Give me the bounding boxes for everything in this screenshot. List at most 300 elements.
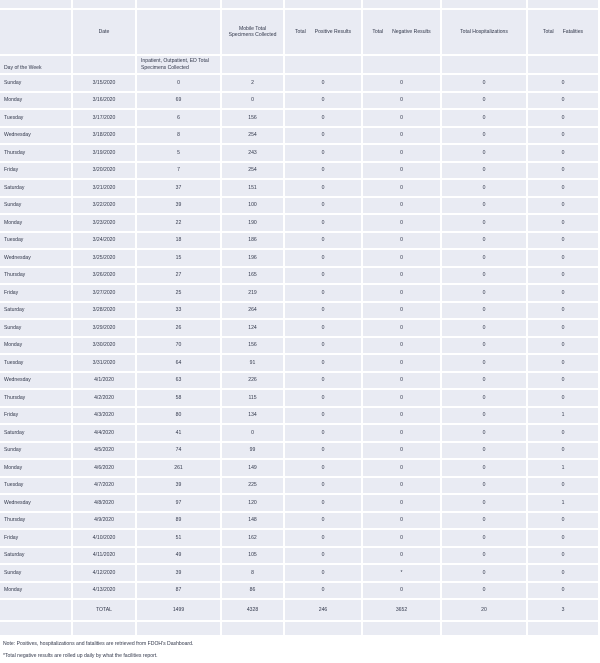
- cell-date: 4/1/2020: [73, 373, 137, 391]
- cell-day-of-week: Tuesday: [0, 478, 73, 496]
- table-row: [0, 565, 600, 583]
- cell-day-of-week: Tuesday: [0, 233, 73, 251]
- cell-positive-results: 0: [285, 443, 363, 461]
- cell-positive-results: 0: [285, 548, 363, 566]
- cell-negative-results: 0: [363, 303, 442, 321]
- table-row: [0, 495, 600, 513]
- cell-inpatient-total: 69: [137, 93, 222, 111]
- table-row: [0, 443, 600, 461]
- cell-date: 3/15/2020: [73, 75, 137, 93]
- header-negative-results: Negative Results: [392, 28, 431, 35]
- table-row: [0, 338, 600, 356]
- total-fatalities: 3: [528, 600, 600, 622]
- cell-hospitalizations: 0: [442, 548, 528, 566]
- cell-date: 3/28/2020: [73, 303, 137, 321]
- cell-positive-results: 0: [285, 163, 363, 181]
- cell-mobile-total: 86: [222, 583, 285, 601]
- cell-positive-results: 0: [285, 565, 363, 583]
- cell-hospitalizations: 0: [442, 513, 528, 531]
- cell-positive-results: 0: [285, 373, 363, 391]
- cell-negative-results: 0: [363, 408, 442, 426]
- cell-negative-results: 0: [363, 548, 442, 566]
- cell-day-of-week: Saturday: [0, 303, 73, 321]
- cell-day-of-week: Thursday: [0, 268, 73, 286]
- cell-date: 4/4/2020: [73, 425, 137, 443]
- cell-negative-results: 0: [363, 530, 442, 548]
- cell-positive-results: 0: [285, 338, 363, 356]
- cell-mobile-total: 91: [222, 355, 285, 373]
- cell-hospitalizations: 0: [442, 198, 528, 216]
- total-mobile: 4328: [222, 600, 285, 622]
- cell-day-of-week: Sunday: [0, 75, 73, 93]
- cell-negative-results: 0: [363, 513, 442, 531]
- cell-inpatient-total: 25: [137, 285, 222, 303]
- cell-day-of-week: Wednesday: [0, 495, 73, 513]
- cell-day-of-week: Tuesday: [0, 355, 73, 373]
- cell-mobile-total: 149: [222, 460, 285, 478]
- table-row: [0, 198, 600, 216]
- cell-day-of-week: Wednesday: [0, 128, 73, 146]
- cell-fatalities: 0: [528, 425, 600, 443]
- cell-hospitalizations: 0: [442, 320, 528, 338]
- cell-date: 4/8/2020: [73, 495, 137, 513]
- cell-mobile-total: 162: [222, 530, 285, 548]
- cell-mobile-total: 99: [222, 443, 285, 461]
- cell-negative-results: 0: [363, 145, 442, 163]
- cell-positive-results: 0: [285, 215, 363, 233]
- header-lower-blank-date: [73, 56, 137, 75]
- header-total-hospitalizations: Total Hospitalizations: [442, 10, 528, 56]
- table-row: [0, 460, 600, 478]
- cell-fatalities: 0: [528, 548, 600, 566]
- cell-positive-results: 0: [285, 75, 363, 93]
- cell-mobile-total: 134: [222, 408, 285, 426]
- header-date: Date: [73, 10, 137, 56]
- cell-mobile-total: 186: [222, 233, 285, 251]
- cell-mobile-total: 190: [222, 215, 285, 233]
- cell-mobile-total: 254: [222, 128, 285, 146]
- cell-fatalities: 0: [528, 268, 600, 286]
- cell-mobile-total: 124: [222, 320, 285, 338]
- cell-mobile-total: 219: [222, 285, 285, 303]
- cell-mobile-total: 100: [222, 198, 285, 216]
- header-lower-blank-hosp: [442, 56, 528, 75]
- cell-date: 3/16/2020: [73, 93, 137, 111]
- blank-cell: [363, 622, 442, 637]
- cell-inpatient-total: 5: [137, 145, 222, 163]
- cell-day-of-week: Sunday: [0, 198, 73, 216]
- cell-positive-results: 0: [285, 583, 363, 601]
- cell-positive-results: 0: [285, 355, 363, 373]
- cell-fatalities: 0: [528, 583, 600, 601]
- cell-positive-results: 0: [285, 320, 363, 338]
- cell-day-of-week: Friday: [0, 163, 73, 181]
- cell-date: 3/30/2020: [73, 338, 137, 356]
- cell-negative-results: 0: [363, 495, 442, 513]
- cell-date: 3/18/2020: [73, 128, 137, 146]
- table-row: [0, 145, 600, 163]
- total-hospitalizations: 20: [442, 600, 528, 622]
- header-lower-blank-mobile: [222, 56, 285, 75]
- cell-day-of-week: Friday: [0, 408, 73, 426]
- cell-inpatient-total: 70: [137, 338, 222, 356]
- cell-hospitalizations: 0: [442, 250, 528, 268]
- footnote-negative-results: *Total negative results are rolled up daily by what the facilities report.: [3, 653, 158, 660]
- cell-date: 4/12/2020: [73, 565, 137, 583]
- cell-fatalities: 1: [528, 460, 600, 478]
- blank-cell: [442, 622, 528, 637]
- cell-day-of-week: Sunday: [0, 565, 73, 583]
- cell-negative-results: 0: [363, 390, 442, 408]
- cell-hospitalizations: 0: [442, 390, 528, 408]
- cell-inpatient-total: 49: [137, 548, 222, 566]
- header-lower-blank-positive: [285, 56, 363, 75]
- cell-positive-results: 0: [285, 180, 363, 198]
- table-header-upper: [0, 10, 600, 56]
- cell-hospitalizations: 0: [442, 268, 528, 286]
- cell-inpatient-total: 64: [137, 355, 222, 373]
- band-cell: [0, 0, 73, 10]
- cell-inpatient-total: 63: [137, 373, 222, 391]
- cell-hospitalizations: 0: [442, 338, 528, 356]
- cell-positive-results: 0: [285, 425, 363, 443]
- cell-inpatient-total: 87: [137, 583, 222, 601]
- table-row: [0, 233, 600, 251]
- cell-inpatient-total: 51: [137, 530, 222, 548]
- cell-hospitalizations: 0: [442, 443, 528, 461]
- cell-hospitalizations: 0: [442, 425, 528, 443]
- cell-positive-results: 0: [285, 233, 363, 251]
- table-row: [0, 285, 600, 303]
- table-blank-row: [0, 622, 600, 637]
- table-row: [0, 373, 600, 391]
- cell-fatalities: 0: [528, 145, 600, 163]
- cell-fatalities: 0: [528, 390, 600, 408]
- cell-fatalities: 0: [528, 198, 600, 216]
- cell-positive-results: 0: [285, 145, 363, 163]
- cell-positive-results: 0: [285, 408, 363, 426]
- blank-cell: [73, 622, 137, 637]
- cell-date: 3/26/2020: [73, 268, 137, 286]
- table-row: [0, 408, 600, 426]
- cell-mobile-total: 8: [222, 565, 285, 583]
- table-row: [0, 478, 600, 496]
- cell-day-of-week: Wednesday: [0, 373, 73, 391]
- cell-fatalities: 0: [528, 163, 600, 181]
- cell-inpatient-total: 27: [137, 268, 222, 286]
- cell-mobile-total: 0: [222, 425, 285, 443]
- cell-inpatient-total: 8: [137, 128, 222, 146]
- cell-fatalities: 0: [528, 180, 600, 198]
- cell-hospitalizations: 0: [442, 128, 528, 146]
- table-row: [0, 110, 600, 128]
- cell-date: 4/6/2020: [73, 460, 137, 478]
- cell-mobile-total: 264: [222, 303, 285, 321]
- table-row: [0, 215, 600, 233]
- table-row: [0, 250, 600, 268]
- cell-day-of-week: Monday: [0, 338, 73, 356]
- cell-date: 4/10/2020: [73, 530, 137, 548]
- cell-negative-results: 0: [363, 338, 442, 356]
- cell-day-of-week: Monday: [0, 460, 73, 478]
- cell-negative-results: 0: [363, 460, 442, 478]
- cell-day-of-week: Tuesday: [0, 110, 73, 128]
- cell-mobile-total: 151: [222, 180, 285, 198]
- cell-mobile-total: 243: [222, 145, 285, 163]
- cell-positive-results: 0: [285, 93, 363, 111]
- cell-hospitalizations: 0: [442, 478, 528, 496]
- cell-negative-results: 0: [363, 478, 442, 496]
- table-row: [0, 180, 600, 198]
- cell-hospitalizations: 0: [442, 408, 528, 426]
- header-fatalities-total: Total: [542, 28, 554, 35]
- table-row: [0, 93, 600, 111]
- cell-fatalities: 0: [528, 478, 600, 496]
- cell-mobile-total: 120: [222, 495, 285, 513]
- cell-hospitalizations: 0: [442, 530, 528, 548]
- total-positive-results: 246: [285, 600, 363, 622]
- cell-day-of-week: Saturday: [0, 548, 73, 566]
- cell-day-of-week: Thursday: [0, 145, 73, 163]
- header-lower-blank-negative: [363, 56, 442, 75]
- cell-date: 4/7/2020: [73, 478, 137, 496]
- cell-negative-results: 0: [363, 373, 442, 391]
- header-mobile-total: Mobile Total Specimens Collected: [222, 10, 285, 56]
- cell-negative-results: 0: [363, 443, 442, 461]
- cell-positive-results: 0: [285, 513, 363, 531]
- cell-inpatient-total: 26: [137, 320, 222, 338]
- cell-hospitalizations: 0: [442, 180, 528, 198]
- cell-hospitalizations: 0: [442, 233, 528, 251]
- table-header-lower: [0, 56, 600, 75]
- cell-negative-results: 0: [363, 285, 442, 303]
- cell-negative-results: 0: [363, 93, 442, 111]
- cell-positive-results: 0: [285, 110, 363, 128]
- total-inpatient: 1499: [137, 600, 222, 622]
- header-lower-blank-fatal: [528, 56, 600, 75]
- band-cell: [285, 0, 363, 10]
- cell-hospitalizations: 0: [442, 495, 528, 513]
- cell-inpatient-total: 33: [137, 303, 222, 321]
- cell-fatalities: 0: [528, 565, 600, 583]
- band-cell: [73, 0, 137, 10]
- cell-negative-results: 0: [363, 128, 442, 146]
- cell-hospitalizations: 0: [442, 583, 528, 601]
- cell-day-of-week: Monday: [0, 583, 73, 601]
- cell-negative-results: 0: [363, 355, 442, 373]
- cell-day-of-week: Monday: [0, 215, 73, 233]
- cell-date: 4/11/2020: [73, 548, 137, 566]
- table-top-band: [0, 0, 600, 10]
- band-cell: [222, 0, 285, 10]
- header-positive-total: Total: [294, 28, 306, 35]
- cell-date: 3/25/2020: [73, 250, 137, 268]
- cell-mobile-total: 2: [222, 75, 285, 93]
- header-fatalities-group: [528, 10, 600, 56]
- cell-day-of-week: Wednesday: [0, 250, 73, 268]
- cell-positive-results: 0: [285, 390, 363, 408]
- cell-inpatient-total: 89: [137, 513, 222, 531]
- band-cell: [442, 0, 528, 10]
- cell-positive-results: 0: [285, 530, 363, 548]
- blank-cell: [528, 622, 600, 637]
- cell-negative-results: *: [363, 565, 442, 583]
- total-label: TOTAL: [73, 600, 137, 622]
- cell-inpatient-total: 39: [137, 565, 222, 583]
- cell-date: 3/29/2020: [73, 320, 137, 338]
- cell-mobile-total: 105: [222, 548, 285, 566]
- table-row: [0, 75, 600, 93]
- cell-negative-results: 0: [363, 215, 442, 233]
- cell-date: 3/23/2020: [73, 215, 137, 233]
- cell-fatalities: 0: [528, 373, 600, 391]
- cell-date: 4/13/2020: [73, 583, 137, 601]
- cell-negative-results: 0: [363, 425, 442, 443]
- cell-hospitalizations: 0: [442, 110, 528, 128]
- cell-positive-results: 0: [285, 478, 363, 496]
- cell-positive-results: 0: [285, 198, 363, 216]
- cell-fatalities: 0: [528, 285, 600, 303]
- band-cell: [363, 0, 442, 10]
- cell-inpatient-total: 18: [137, 233, 222, 251]
- header-positive-results: Positive Results: [314, 28, 351, 35]
- cell-inpatient-total: 15: [137, 250, 222, 268]
- cell-hospitalizations: 0: [442, 565, 528, 583]
- table-row: [0, 390, 600, 408]
- total-negative-results: 3652: [363, 600, 442, 622]
- header-positive-group: [285, 10, 363, 56]
- cell-inpatient-total: 22: [137, 215, 222, 233]
- cell-mobile-total: 156: [222, 110, 285, 128]
- cell-fatalities: 1: [528, 495, 600, 513]
- cell-date: 3/20/2020: [73, 163, 137, 181]
- cell-negative-results: 0: [363, 268, 442, 286]
- cell-fatalities: 0: [528, 513, 600, 531]
- table-row: [0, 530, 600, 548]
- cell-negative-results: 0: [363, 75, 442, 93]
- cell-positive-results: 0: [285, 460, 363, 478]
- blank-cell: [222, 622, 285, 637]
- cell-day-of-week: Sunday: [0, 443, 73, 461]
- cell-date: 4/5/2020: [73, 443, 137, 461]
- footnotes: [0, 637, 600, 663]
- band-cell: [528, 0, 600, 10]
- table-row: [0, 583, 600, 601]
- total-cell-blank: [0, 600, 73, 622]
- cell-day-of-week: Friday: [0, 285, 73, 303]
- cell-positive-results: 0: [285, 495, 363, 513]
- table-row: [0, 425, 600, 443]
- cell-mobile-total: 225: [222, 478, 285, 496]
- header-cell-blank: [0, 10, 73, 56]
- table-row: [0, 548, 600, 566]
- cell-inpatient-total: 97: [137, 495, 222, 513]
- cell-date: 3/19/2020: [73, 145, 137, 163]
- band-cell: [137, 0, 222, 10]
- cell-fatalities: 0: [528, 233, 600, 251]
- cell-fatalities: 0: [528, 355, 600, 373]
- cell-mobile-total: 115: [222, 390, 285, 408]
- cell-fatalities: 0: [528, 303, 600, 321]
- header-fatalities: Fatalities: [562, 28, 584, 35]
- header-inpatient-outpatient-ed: Inpatient, Outpatient, ED Total Specimens Collected: [137, 56, 222, 75]
- cell-hospitalizations: 0: [442, 215, 528, 233]
- cell-negative-results: 0: [363, 233, 442, 251]
- cell-date: 4/3/2020: [73, 408, 137, 426]
- table-row: [0, 268, 600, 286]
- cell-positive-results: 0: [285, 128, 363, 146]
- header-negative-group: [363, 10, 442, 56]
- cell-fatalities: 0: [528, 215, 600, 233]
- cell-fatalities: 0: [528, 320, 600, 338]
- cell-mobile-total: 156: [222, 338, 285, 356]
- cell-fatalities: 0: [528, 250, 600, 268]
- cell-day-of-week: Sunday: [0, 320, 73, 338]
- cell-inpatient-total: 39: [137, 198, 222, 216]
- cell-negative-results: 0: [363, 110, 442, 128]
- cell-mobile-total: 148: [222, 513, 285, 531]
- table-row: [0, 163, 600, 181]
- cell-mobile-total: 226: [222, 373, 285, 391]
- cell-hospitalizations: 0: [442, 163, 528, 181]
- cell-positive-results: 0: [285, 285, 363, 303]
- cell-date: 3/21/2020: [73, 180, 137, 198]
- cell-negative-results: 0: [363, 250, 442, 268]
- cell-mobile-total: 196: [222, 250, 285, 268]
- cell-negative-results: 0: [363, 163, 442, 181]
- cell-negative-results: 0: [363, 180, 442, 198]
- cell-day-of-week: Thursday: [0, 390, 73, 408]
- cell-date: 3/31/2020: [73, 355, 137, 373]
- cell-hospitalizations: 0: [442, 75, 528, 93]
- cell-inpatient-total: 37: [137, 180, 222, 198]
- blank-cell: [0, 622, 73, 637]
- cell-mobile-total: 254: [222, 163, 285, 181]
- cell-day-of-week: Thursday: [0, 513, 73, 531]
- cell-day-of-week: Monday: [0, 93, 73, 111]
- cell-negative-results: 0: [363, 320, 442, 338]
- cell-negative-results: 0: [363, 583, 442, 601]
- cell-fatalities: 0: [528, 128, 600, 146]
- cell-date: 3/24/2020: [73, 233, 137, 251]
- cell-fatalities: 0: [528, 75, 600, 93]
- cell-positive-results: 0: [285, 268, 363, 286]
- cell-fatalities: 0: [528, 338, 600, 356]
- table-row: [0, 303, 600, 321]
- cell-inpatient-total: 6: [137, 110, 222, 128]
- cell-hospitalizations: 0: [442, 373, 528, 391]
- cell-inpatient-total: 41: [137, 425, 222, 443]
- blank-cell: [137, 622, 222, 637]
- table-row: [0, 128, 600, 146]
- cell-inpatient-total: 58: [137, 390, 222, 408]
- cell-fatalities: 0: [528, 530, 600, 548]
- cell-inpatient-total: 0: [137, 75, 222, 93]
- cell-fatalities: 0: [528, 443, 600, 461]
- cell-hospitalizations: 0: [442, 285, 528, 303]
- cell-positive-results: 0: [285, 250, 363, 268]
- header-day-of-week: Day of the Week: [0, 56, 73, 75]
- table-row: [0, 513, 600, 531]
- table-row: [0, 320, 600, 338]
- cell-date: 4/2/2020: [73, 390, 137, 408]
- cell-mobile-total: 165: [222, 268, 285, 286]
- cell-hospitalizations: 0: [442, 303, 528, 321]
- cell-hospitalizations: 0: [442, 355, 528, 373]
- cell-inpatient-total: 39: [137, 478, 222, 496]
- cell-hospitalizations: 0: [442, 145, 528, 163]
- table-row: [0, 355, 600, 373]
